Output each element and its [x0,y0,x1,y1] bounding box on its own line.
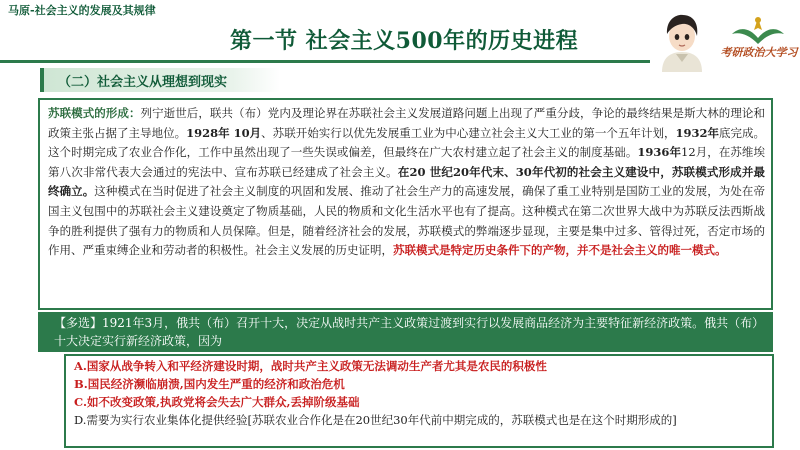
content-paragraph [48,104,765,261]
option-a[interactable]: A.国家从战争转入和平经济建设时期，战时共产主义政策无法调动生产者尤其是农民的积极性 [74,359,547,373]
options-box [64,354,774,448]
question-box [38,312,773,352]
content-sentence-1: 列宁逝世后，联共（布）党内及理论界在苏联社会主义发展道路问题上出现了严重分歧，争论的最终结果是斯大林的理论和政策主张占据了主导地位。 [48,106,766,140]
brand-logo-text: 考研政治大学习 [720,46,798,59]
content-conclusion: 苏联模式是特定历史条件下的产物，并不是社会主义的唯一模式。 [393,243,727,258]
content-key-sentence: 在20 世纪20年代末、30年代初的社会主义建设中，苏联模式形成并最终确立。 [48,164,766,199]
avatar [652,10,712,72]
content-sentence-3: 、苏联开始实行以优先发展重工业为中心建立社会主义大工业的第一个五年计划， [261,125,676,140]
content-sentence-9: 这种模式在当时促进了社会主义制度的巩固和发展、推动了社会生产力的高速发展，确保了重工业特别是国防工业的发展，为处在帝国主义包围中的苏联社会主义建设奠定了物质基础，人民的物质和文化生活水平也有了提高。这种模式在第二次世界大战中为苏联反法西斯战争的胜利提供了强有力的物质和人员保障。但是，随着经济社会的发展，苏联模式的弊端逐步显现，主要是集中过多、管得过死，否定市场的作用、严重束缚企业和劳动者的积极性。社会主义发展的历史证明， [48,184,765,258]
content-date-1936: 1936年 [637,145,682,160]
question-text: 【多选】1921年3月，俄共（布）召开十大，决定从战时共产主义政策过渡到实行以发展商品经济为主要特征新经济政策。俄共（布）十大决定实行新经济政策，因为 [54,316,759,348]
title-divider [0,60,650,63]
content-sentence-7: 12月，在苏维埃第八次非常代表大会通过的宪法中、宣布苏联已经建成了社会主义。 [48,145,765,179]
content-date-1932: 1932年 [675,125,719,140]
content-heading: 苏联模式的形成： [48,106,141,120]
option-c[interactable]: C.如不改变政策,执政党将会失去广大群众,丢掉阶级基础 [74,395,360,409]
section-label: （二）社会主义从理想到现实 [58,75,228,90]
content-sentence-5: 底完成。这个时期完成了农业合作化，工作中虽然出现了一些失误或偏差，但最终在广大农村建立起了社会主义的制度基础。 [48,125,766,160]
content-box [38,98,773,310]
option-d[interactable]: D.需要为实行农业集体化提供经验[苏联农业合作化是在20世纪30年代前中期完成的，苏联模式也是在这个时期形成的] [74,413,677,427]
section-tab [40,68,280,92]
breadcrumb: 马原-社会主义的发展及其规律 [8,4,156,17]
page-title: 第一节 社会主义500年的历史进程 [230,28,579,54]
option-b[interactable]: B.国民经济濒临崩溃,国内发生严重的经济和政治危机 [74,377,345,391]
content-date-1928: 1928年 10月 [186,125,262,140]
